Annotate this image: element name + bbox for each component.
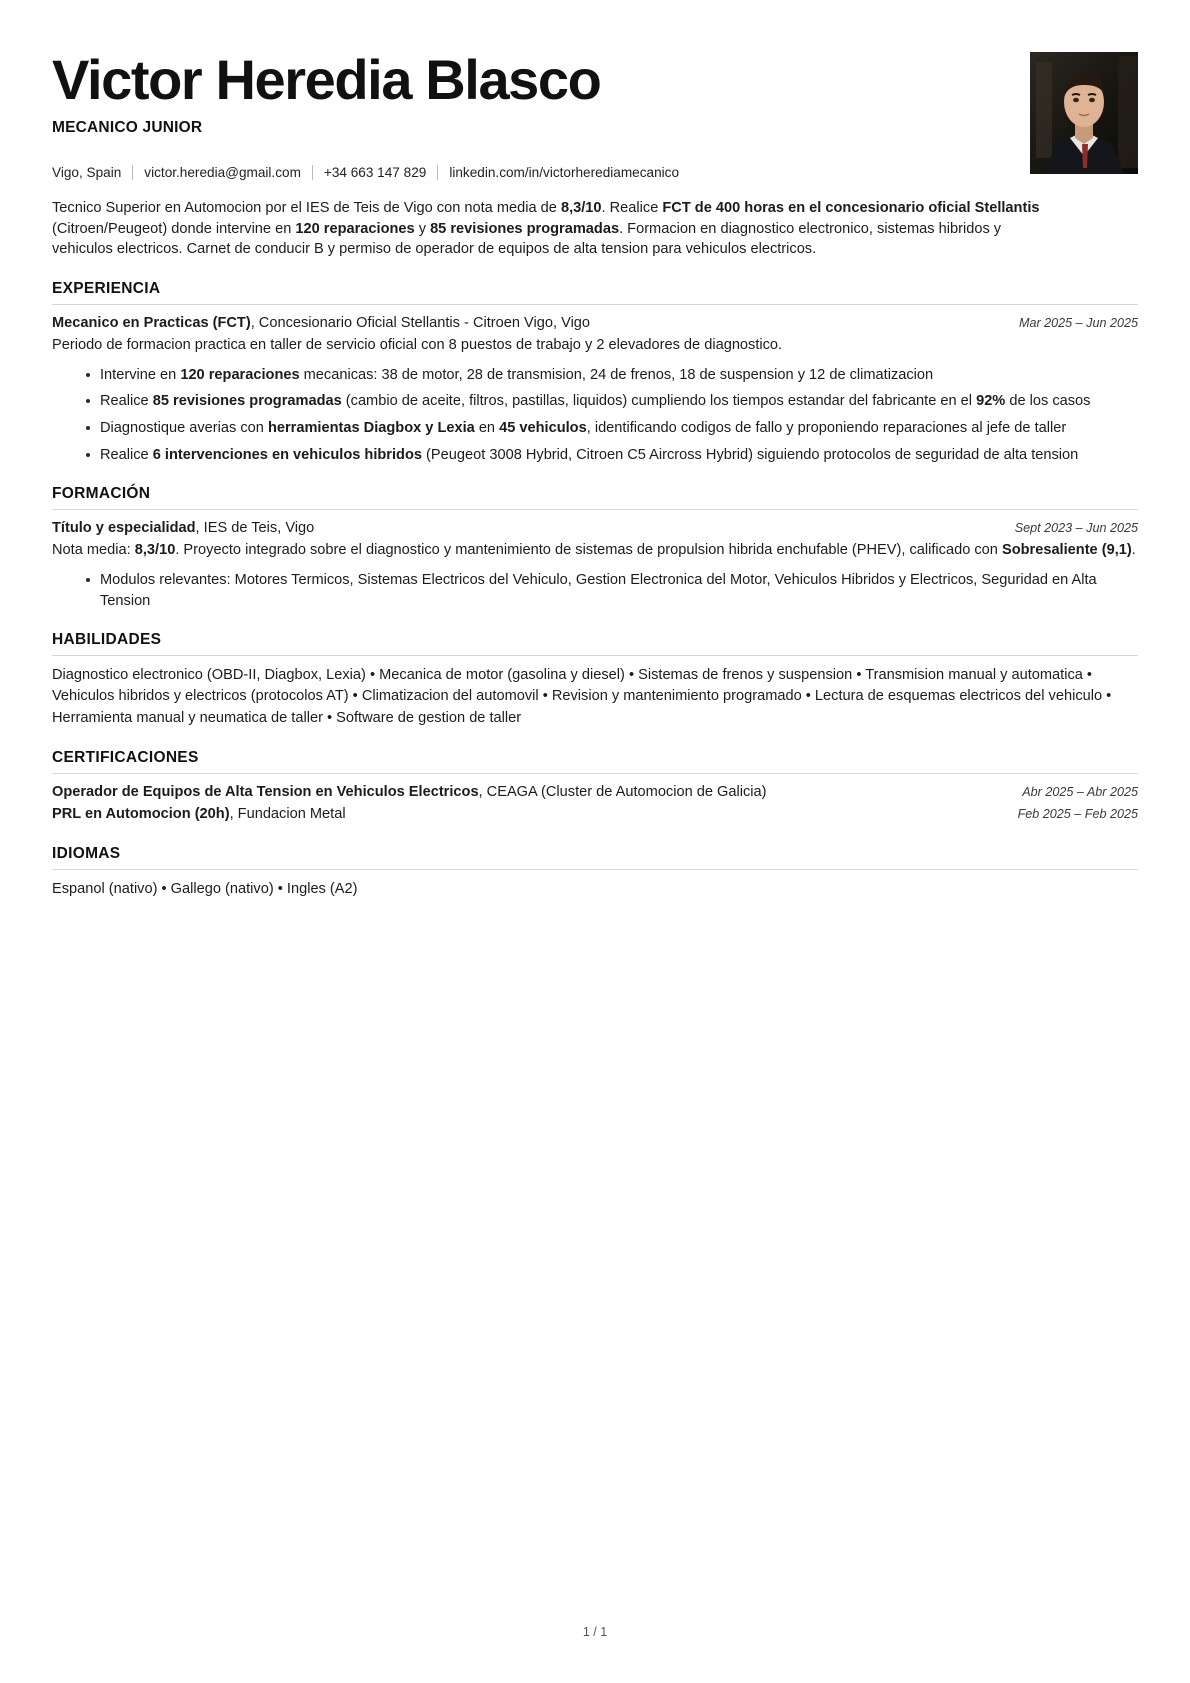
- entry-header: [52, 519, 1138, 539]
- list-item: Realice 6 intervenciones en vehiculos hibridos (Peugeot 3008 Hybrid, Citroen C5 Aircross Hybrid) siguiendo protocolos de seguridad de alta tension: [86, 445, 1138, 466]
- certification-entries: [52, 783, 1138, 825]
- list-item: Intervine en 120 reparaciones mecanicas: 38 de motor, 28 de transmision, 24 de frenos, 18 de suspension y 12 de climatizacion: [86, 365, 1138, 386]
- section-title-languages: IDIOMAS: [52, 845, 121, 863]
- avatar: [1030, 52, 1138, 174]
- skills-list: Diagnostico electronico (OBD-II, Diagbox, Lexia) • Mecanica de motor (gasolina y diesel) • Sistemas de frenos y suspension • Transmision manual y automatica • Vehiculos hibridos y electricos (protocolos AT) • Climatizacion del automovil • Revision y mantenimiento programado • Lectura de esquemas electricos del vehiculo • Herramienta manual y neumatica de taller • Software de gestion de taller: [52, 667, 1112, 726]
- section-education: [52, 485, 1138, 611]
- section-languages: [52, 845, 1138, 900]
- entry-bullet-list: [52, 570, 1138, 611]
- list-item: Realice 85 revisiones programadas (cambio de aceite, filtros, pastillas, liquidos) cumpliendo los tiempos estandar del fabricante en el 92% de los casos: [86, 391, 1138, 412]
- languages-list: Espanol (nativo) • Gallego (nativo) • Ingles (A2): [52, 881, 358, 898]
- list-item: Diagnostique averias con herramientas Diagbox y Lexia en 45 vehiculos, identificando codigos de fallo y proponiendo reparaciones al jefe de taller: [86, 418, 1138, 439]
- section-divider: [52, 773, 1138, 774]
- contact-divider: [437, 165, 438, 180]
- section-title-certifications: CERTIFICACIONES: [52, 748, 199, 766]
- entry-date: Mar 2025 – Jun 2025: [1018, 316, 1138, 331]
- professional-summary: Tecnico Superior en Automocion por el IES de Teis de Vigo con nota media de 8,3/10. Realice FCT de 400 horas en el concesionario oficial Stellantis (Citroen/Peugeot) donde intervine en 120 reparaciones y 85 revisiones programadas. Formacion en diagnostico electronico, sistemas hibridos y vehiculos electricos. Carnet de conducir B y permiso de operador de equipos de alta tension para vehiculos electricos.: [52, 200, 1040, 258]
- entry-description: Nota media: 8,3/10. Proyecto integrado sobre el diagnostico y mantenimiento de sistemas de propulsion hibrida enchufable (PHEV), calificado con Sobresaliente (9,1).: [52, 542, 1136, 559]
- contact-location: Vigo, Spain: [52, 165, 122, 180]
- entry-title: Mecanico en Practicas (FCT), Concesionario Oficial Stellantis - Citroen Vigo, Vigo: [52, 315, 591, 332]
- certification-date: Feb 2025 – Feb 2025: [1017, 807, 1138, 822]
- certification-title: PRL en Automocion (20h), Fundacion Metal: [52, 806, 346, 823]
- section-experience: [52, 280, 1138, 465]
- contact-linkedin[interactable]: linkedin.com/in/victorherediamecanico: [449, 165, 680, 180]
- entry-bullet-list: [52, 365, 1138, 466]
- section-divider: [52, 869, 1138, 870]
- section-title-skills: HABILIDADES: [52, 631, 162, 649]
- portrait-photo-icon: [1030, 52, 1138, 174]
- section-certifications: [52, 749, 1138, 825]
- section-divider: [52, 509, 1138, 510]
- contact-divider: [132, 165, 133, 180]
- section-title-education: FORMACIÓN: [52, 485, 151, 503]
- candidate-name: Victor Heredia Blasco: [52, 48, 601, 111]
- entry-date: Sept 2023 – Jun 2025: [1014, 521, 1138, 536]
- contact-info: [52, 165, 1138, 180]
- contact-phone[interactable]: +34 663 147 829: [323, 165, 427, 180]
- certification-title: Operador de Equipos de Alta Tension en Vehiculos Electricos, CEAGA (Cluster de Automocion de Galicia): [52, 783, 767, 800]
- contact-email[interactable]: victor.heredia@gmail.com: [144, 165, 301, 180]
- section-title-experience: EXPERIENCIA: [52, 280, 161, 298]
- resume-header: [52, 48, 1138, 260]
- education-entries: [52, 519, 1138, 611]
- page-indicator: 1 / 1: [582, 1625, 608, 1639]
- entry: [52, 314, 1138, 465]
- certification-row: [52, 805, 1138, 825]
- entry-description: Periodo de formacion practica en taller de servicio oficial con 8 puestos de trabajo y 2 elevadores de diagnostico.: [52, 336, 783, 353]
- contact-divider: [312, 165, 313, 180]
- candidate-job-title: MECANICO JUNIOR: [52, 119, 203, 136]
- entry: [52, 519, 1138, 611]
- section-divider: [52, 304, 1138, 305]
- entry-header: [52, 314, 1138, 334]
- certification-date: Abr 2025 – Abr 2025: [1022, 784, 1138, 799]
- section-skills: [52, 631, 1138, 728]
- list-item: Modulos relevantes: Motores Termicos, Sistemas Electricos del Vehiculo, Gestion Electronica del Motor, Vehiculos Hibridos y Electricos, Seguridad en Alta Tension: [86, 570, 1138, 611]
- certification-row: [52, 783, 1138, 803]
- section-divider: [52, 655, 1138, 656]
- entry-title: Título y especialidad, IES de Teis, Vigo: [52, 520, 315, 537]
- experience-entries: [52, 314, 1138, 465]
